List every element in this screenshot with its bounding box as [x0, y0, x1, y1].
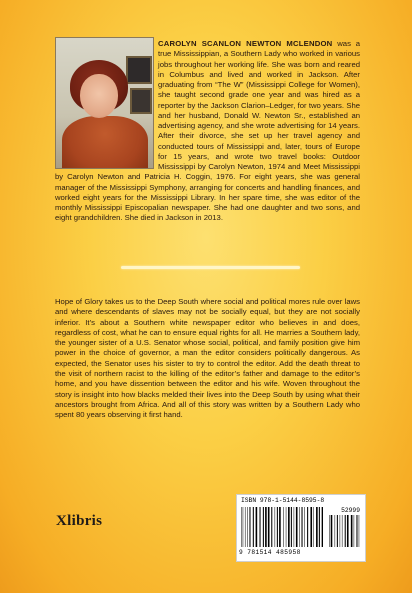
publisher-logo: Xlibris: [56, 513, 103, 529]
barcode-bar: [243, 507, 244, 547]
barcode-bar: [260, 507, 261, 547]
barcode-bar: [288, 507, 290, 547]
barcode-bar: [283, 507, 284, 547]
barcode-bar: [294, 507, 295, 547]
isbn-barcode: [241, 507, 323, 547]
barcode-bar: [345, 515, 346, 547]
barcode-bar: [286, 507, 287, 547]
barcode-bar: [310, 507, 312, 547]
barcode-bar: [337, 515, 338, 547]
barcode-bar: [356, 515, 357, 547]
barcode-bar: [347, 515, 349, 547]
barcode-bar: [271, 507, 272, 547]
barcode-bar: [304, 507, 305, 547]
barcode-bar: [277, 507, 278, 547]
isbn-label: ISBN 978-1-5144-8595-8: [241, 497, 325, 504]
barcode-bar: [307, 507, 308, 547]
barcode-bar: [275, 507, 276, 547]
barcode-box: [236, 494, 366, 562]
barcode-bar: [335, 515, 336, 547]
barcode-bar: [313, 507, 314, 547]
barcode-bar: [279, 507, 281, 547]
barcode-bar: [331, 515, 333, 547]
barcode-bar: [322, 507, 323, 547]
book-blurb: Hope of Glory takes us to the Deep South where social and political mores rule over laws and where descendants of slaves may not be socially equal, but they are not socially inferior. It’s about a Southern white newspaper editor who believes in and does, regardless of cost, what he can to ensure equal rights for all. He marries a Southern lady, the younger sister of a U.S. Senator whose social, political, and family position give him power in the choice of governor, a man the editor considers politically dangerous. As expected, the Senator uses his sister to try to control the editor. Add the death threat to the visit of northern racist to the killing of the editor’s father and damage to the editor’s home, and you have dissention between the editor and his wife. Woven throughout the story is insight into how blacks melded their lives into the Deep South by using what their ancestors brought from Africa. And all of this story was written by a Southern Lady who spent 80 years observing it first hand.: [55, 297, 360, 420]
barcode-bar: [316, 507, 318, 547]
barcode-bar: [342, 515, 343, 547]
barcode-bar: [340, 515, 341, 547]
barcode-bar: [351, 515, 353, 547]
barcode-bar: [299, 507, 300, 547]
barcode-bar: [329, 515, 330, 547]
barcode-bar: [247, 507, 248, 547]
barcode-bar: [268, 507, 270, 547]
barcode-bar: [256, 507, 258, 547]
barcode-bar: [359, 515, 360, 547]
barcode-bar: [249, 507, 250, 547]
barcode-bar: [296, 507, 298, 547]
price-barcode: [329, 515, 361, 547]
barcode-bar: [241, 507, 242, 547]
author-bio-text: was a true Mississippian, a Southern Lady who worked in various jobs throughout her working life. She was born and reared in Columbus and lived and worked in Jackson. After graduating from “The W” (Mississippi College for Women), she taught second grade one year and was hired as a reporter by the Jackson Clarion–Ledger, for two years. She and her husband, Donald W. Newton Sr., established an advertising agency, and she wrote advertising for 14 years. After their divorce, she set up her travel agency and conducted tours of Mississippi and, later, tours of Europe for 15 years, and wrote two travel books: Outdoor Mississippi by Carolyn Newton, 1974 and Meet Mississippi by Carolyn Newton and Patricia H. Coggin, 1976. For eight years, she was general manager of the Mississippi Symphony, arranging for concerts and handling finances, and worked eight years for the Mississippi Library. In her spare time, she was editor of the monthly Mississippi Episcopalian newspaper. She had one daughter and two sons, and eight grandchildren. She died in Jackson in 2013.: [55, 39, 361, 223]
barcode-bar: [263, 507, 264, 547]
price-code: 52999: [341, 507, 360, 514]
barcode-bar: [245, 507, 246, 547]
barcode-bar: [253, 507, 254, 547]
author-bio: [55, 39, 360, 224]
author-name: CAROLYN SCANLON NEWTON MCLENDON: [158, 39, 333, 48]
barcode-bar: [302, 507, 303, 547]
barcode-bar: [319, 507, 320, 547]
barcode-bar: [265, 507, 267, 547]
barcode-bar: [354, 515, 355, 547]
barcode-number: 9 781514 485958: [239, 549, 301, 556]
section-divider: [121, 266, 300, 269]
barcode-bar: [291, 507, 292, 547]
